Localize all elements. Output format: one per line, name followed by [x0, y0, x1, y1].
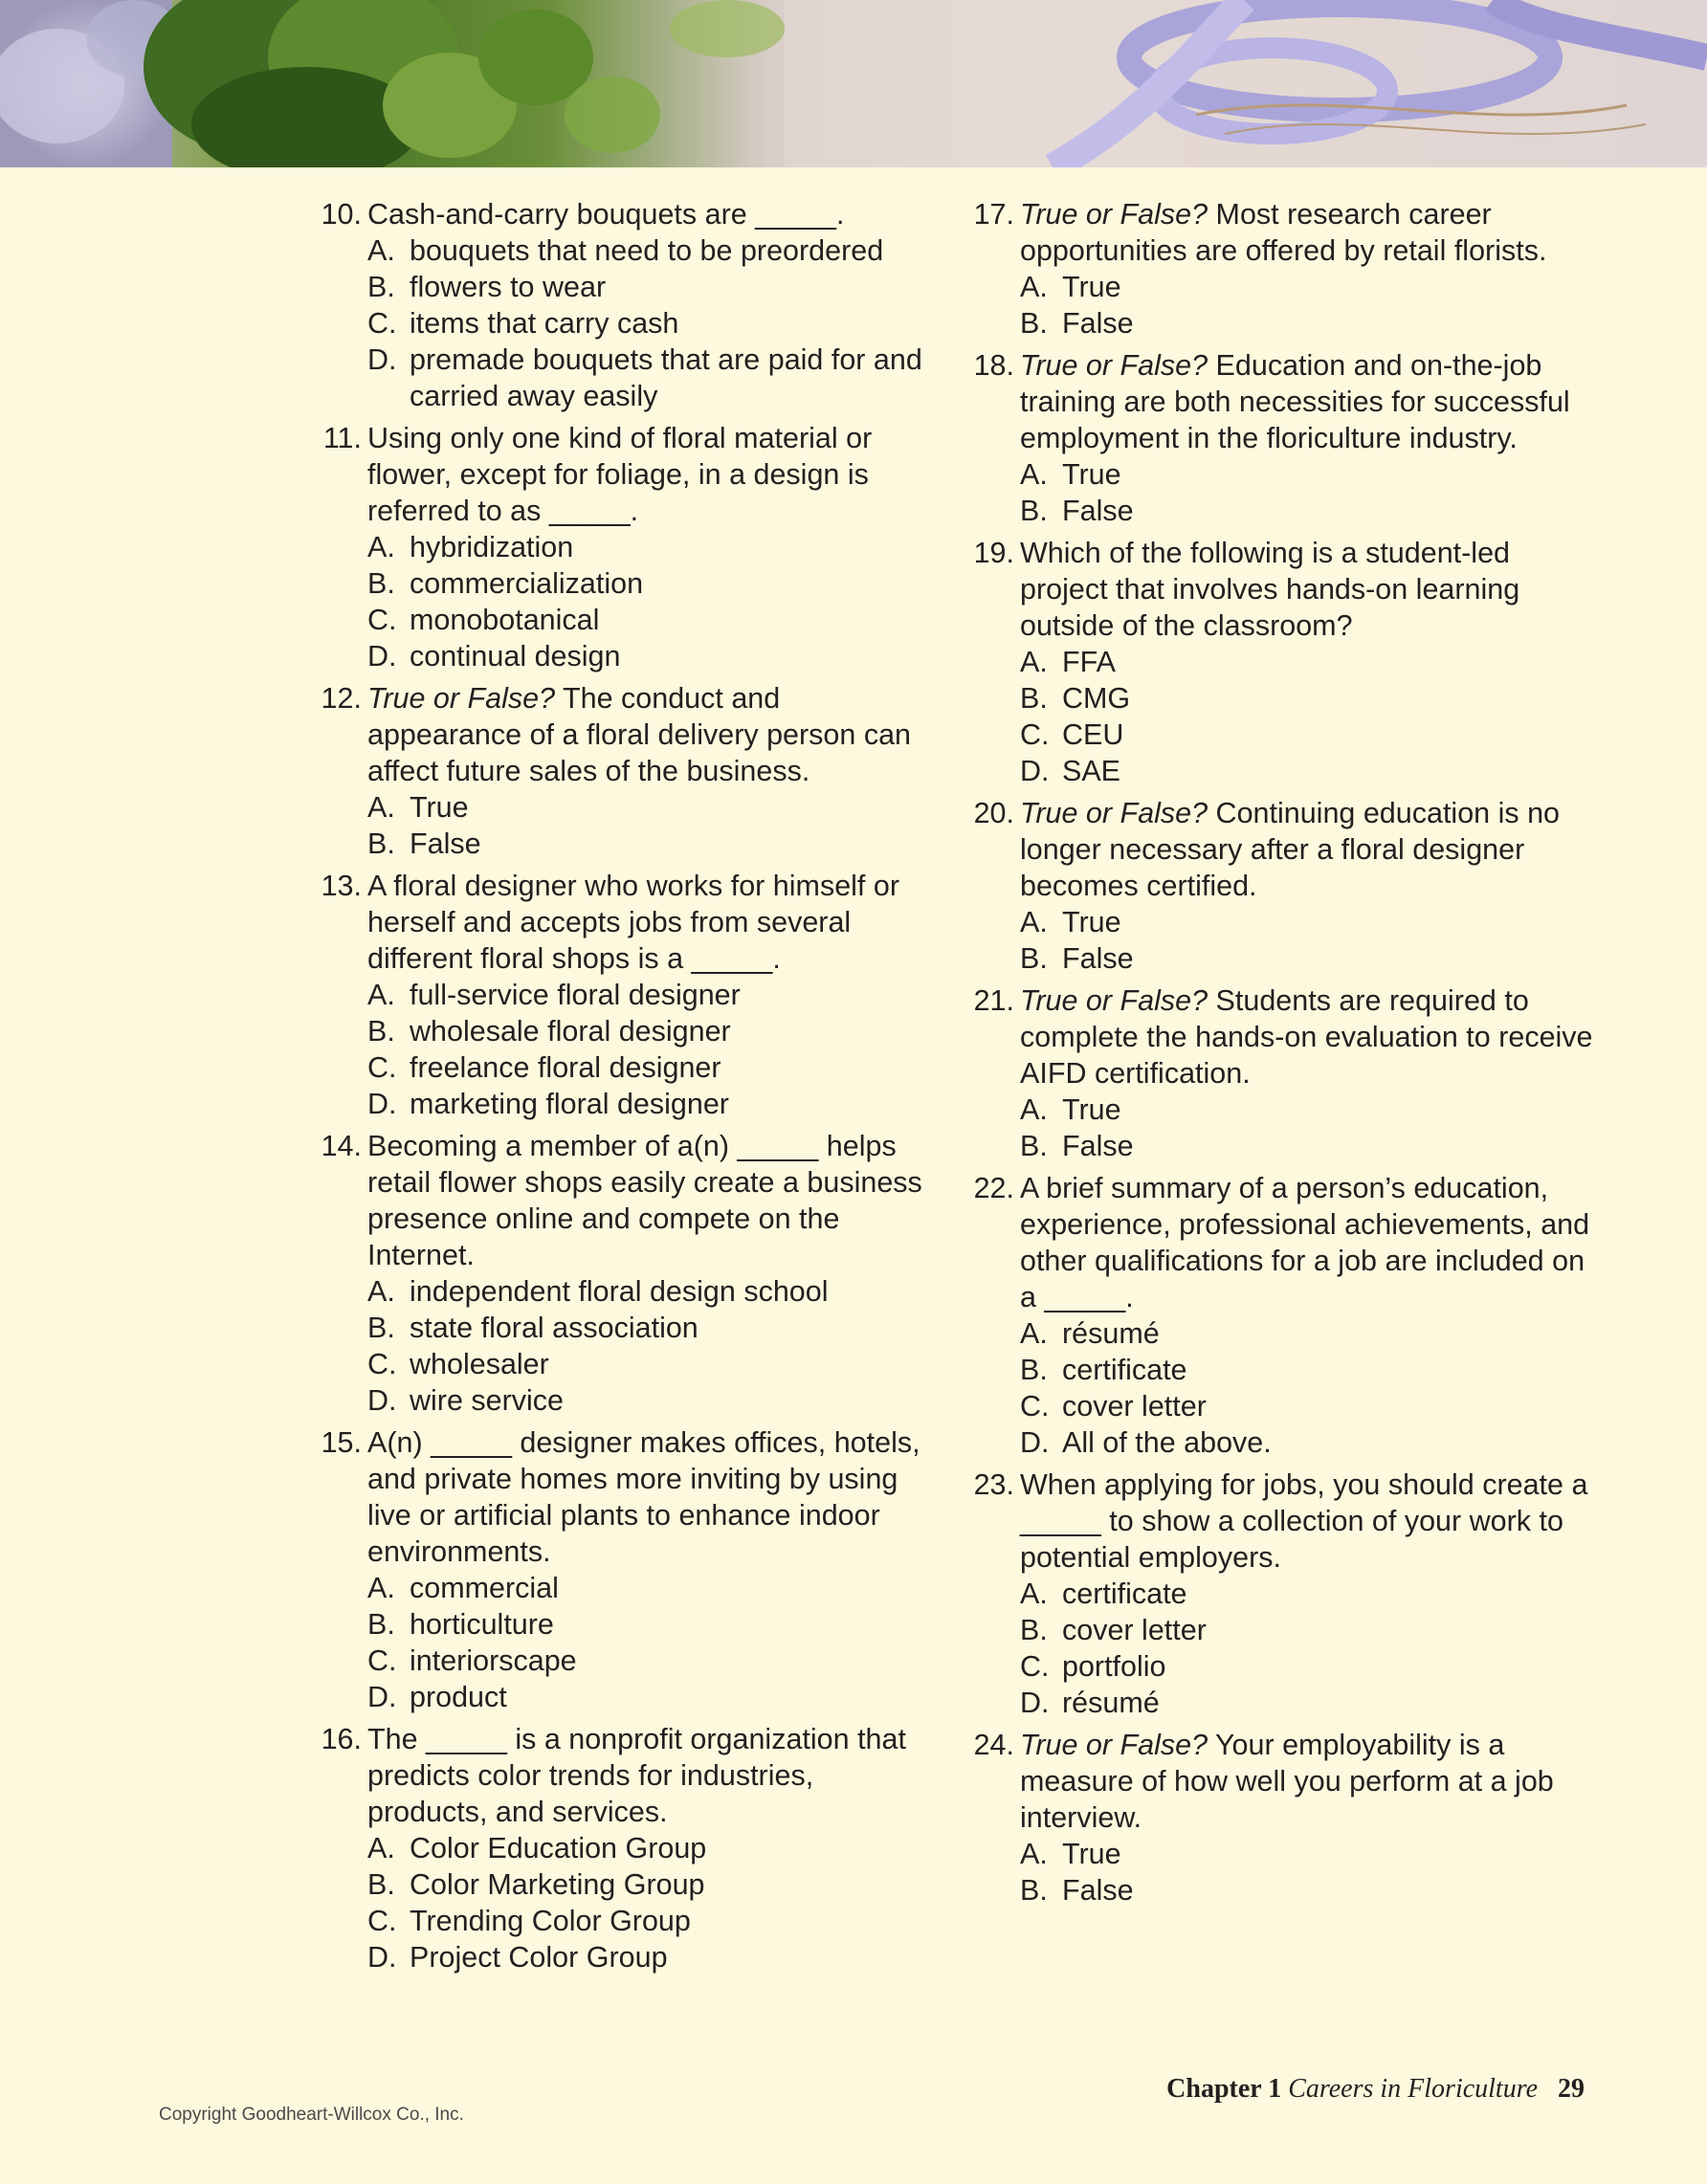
option-letter: B.: [367, 271, 395, 303]
option-letter: C.: [367, 1644, 397, 1677]
question-text: The _____ is a nonprofit organization that predicts color trends for industries, products, and services.: [367, 1723, 906, 1828]
option-text: certificate: [1062, 1577, 1187, 1610]
option-letter: A.: [367, 791, 395, 824]
answer-option: [367, 1939, 936, 1975]
question-number: 21.: [973, 984, 1014, 1017]
answer-option: [367, 1086, 936, 1122]
answer-option: [1020, 1612, 1598, 1648]
option-letter: D.: [367, 1941, 397, 1974]
question-item: [314, 868, 936, 1122]
question-item: [966, 795, 1598, 977]
answer-option: [367, 1310, 936, 1346]
option-text: Color Marketing Group: [410, 1868, 705, 1901]
option-letter: A.: [1020, 646, 1048, 678]
question-item: [314, 420, 936, 674]
option-text: FFA: [1062, 646, 1116, 678]
answer-option: [367, 1866, 936, 1903]
question-stem: [367, 1424, 936, 1570]
question-number: 19.: [973, 537, 1014, 569]
question-text: Using only one kind of floral material or flower, except for foliage, in a design is referred to as _____.: [367, 422, 873, 527]
answer-option: [1020, 1685, 1598, 1721]
option-text: commercialization: [410, 567, 644, 600]
option-text: flowers to wear: [410, 271, 607, 303]
question-number: 23.: [973, 1468, 1014, 1501]
option-letter: B.: [367, 827, 395, 860]
option-text: False: [1062, 1874, 1134, 1907]
option-text: wholesaler: [410, 1348, 549, 1380]
answer-option: [1020, 940, 1598, 977]
option-letter: D.: [367, 640, 397, 673]
option-letter: B.: [1020, 1614, 1048, 1646]
option-text: True: [1062, 1093, 1121, 1126]
option-text: False: [1062, 307, 1134, 340]
option-letter: D.: [367, 1681, 397, 1713]
option-text: wire service: [410, 1384, 565, 1417]
question-text: A(n) _____ designer makes offices, hotels, and private homes more inviting by using live or artificial plants to enhance indoor environments.: [367, 1426, 920, 1568]
option-letter: B.: [1020, 1874, 1048, 1907]
option-text: continual design: [410, 640, 621, 673]
option-text: bouquets that need to be preordered: [410, 234, 884, 267]
question-stem: [1020, 795, 1598, 904]
true-false-prefix: True or False?: [367, 682, 556, 715]
option-text: CEU: [1062, 718, 1124, 751]
option-text: All of the above.: [1062, 1426, 1272, 1459]
answer-option: [1020, 753, 1598, 789]
answer-option: [1020, 305, 1598, 342]
option-text: commercial: [410, 1572, 559, 1604]
question-stem: [367, 1128, 936, 1273]
option-text: portfolio: [1062, 1650, 1166, 1683]
header-photo-banner: [0, 0, 1707, 167]
question-text: A floral designer who works for himself or herself and accepts jobs from several different floral shops is a _____.: [367, 870, 899, 975]
page-number: 29: [1558, 2074, 1585, 2104]
answer-option: [1020, 644, 1598, 680]
answer-option: [1020, 1092, 1598, 1128]
option-letter: A.: [367, 1572, 395, 1604]
answer-option: [1020, 493, 1598, 529]
question-text: Most research career opportunities are offered by retail florists.: [1020, 198, 1547, 267]
option-letter: A.: [1020, 1577, 1048, 1610]
option-letter: B.: [367, 1312, 395, 1344]
option-text: Trending Color Group: [410, 1905, 691, 1937]
option-letter: C.: [1020, 718, 1050, 751]
option-letter: C.: [367, 1348, 397, 1380]
answer-option: [1020, 269, 1598, 305]
option-text: state floral association: [410, 1312, 698, 1344]
option-letter: C.: [1020, 1650, 1050, 1683]
question-text: A brief summary of a person’s education, experience, professional achievements, and other qualifications for a job are included on a _____.: [1020, 1172, 1590, 1313]
option-text: certificate: [1062, 1354, 1187, 1386]
option-letter: A.: [1020, 458, 1048, 491]
answer-option: [367, 1346, 936, 1382]
answer-option: [367, 977, 936, 1013]
answer-option: [1020, 1424, 1598, 1461]
answer-option: [1020, 1352, 1598, 1388]
question-item: [966, 1727, 1598, 1908]
answer-option: [1020, 1388, 1598, 1424]
option-letter: B.: [367, 1015, 395, 1048]
option-text: cover letter: [1062, 1614, 1207, 1646]
option-text: independent floral design school: [410, 1275, 829, 1308]
question-stem: [1020, 196, 1598, 269]
question-text: Becoming a member of a(n) _____ helps retail flower shops easily create a business presence online and compete on the Internet.: [367, 1130, 922, 1271]
option-letter: A.: [1020, 1093, 1048, 1126]
option-text: horticulture: [410, 1608, 554, 1641]
option-letter: B.: [1020, 495, 1048, 527]
answer-option: [367, 1903, 936, 1939]
option-text: product: [410, 1681, 507, 1713]
answer-option: [1020, 1648, 1598, 1685]
option-letter: B.: [367, 1868, 395, 1901]
question-stem: [1020, 1170, 1598, 1315]
option-text: True: [1062, 906, 1121, 938]
option-text: freelance floral designer: [410, 1051, 721, 1084]
answer-option: [1020, 1315, 1598, 1352]
question-number: 22.: [973, 1172, 1014, 1204]
option-letter: C.: [367, 1905, 397, 1937]
option-letter: A.: [1020, 906, 1048, 938]
option-letter: D.: [367, 1384, 397, 1417]
question-number: 16.: [321, 1723, 362, 1755]
question-text: Which of the following is a student-led project that involves hands-on learning outside of the classroom?: [1020, 537, 1520, 642]
question-number: 24.: [973, 1729, 1014, 1761]
option-text: items that carry cash: [410, 307, 679, 340]
question-stem: [1020, 347, 1598, 456]
option-letter: A.: [1020, 1317, 1048, 1350]
answer-option: [367, 1570, 936, 1606]
answer-option: [367, 789, 936, 826]
answer-option: [367, 232, 936, 269]
question-text: When applying for jobs, you should create a _____ to show a collection of your work to potential employers.: [1020, 1468, 1588, 1574]
option-text: résumé: [1062, 1687, 1160, 1719]
chapter-label: Chapter 1: [1166, 2074, 1282, 2104]
right-question-column: [966, 196, 1598, 1914]
answer-option: [367, 1382, 936, 1419]
question-number: 20.: [973, 797, 1014, 829]
question-stem: [367, 680, 936, 789]
option-letter: B.: [1020, 307, 1048, 340]
option-text: True: [1062, 271, 1121, 303]
question-stem: [367, 420, 936, 529]
answer-option: [367, 269, 936, 305]
answer-option: [1020, 1836, 1598, 1872]
answer-option: [1020, 1576, 1598, 1612]
answer-option: [1020, 717, 1598, 753]
option-letter: B.: [1020, 942, 1048, 975]
option-text: wholesale floral designer: [410, 1015, 731, 1048]
option-letter: C.: [1020, 1390, 1050, 1423]
question-text: Cash-and-carry bouquets are _____.: [367, 198, 845, 231]
true-false-prefix: True or False?: [1020, 1729, 1208, 1761]
option-text: full-service floral designer: [410, 979, 741, 1011]
answer-option: [367, 1606, 936, 1643]
option-letter: C.: [367, 604, 397, 636]
answer-option: [367, 1273, 936, 1310]
question-text: Your employability is a measure of how well you perform at a job interview.: [1020, 1729, 1554, 1834]
option-letter: B.: [367, 567, 395, 600]
answer-option: [1020, 680, 1598, 717]
question-number: 14.: [321, 1130, 362, 1162]
option-letter: C.: [367, 307, 397, 340]
true-false-prefix: True or False?: [1020, 198, 1208, 231]
question-text: Students are required to complete the hands-on evaluation to receive AIFD certification.: [1020, 984, 1593, 1090]
question-stem: [367, 196, 936, 232]
question-number: 17.: [973, 198, 1014, 231]
answer-option: [367, 342, 936, 414]
answer-option: [367, 565, 936, 602]
option-letter: B.: [1020, 1354, 1048, 1386]
option-letter: B.: [1020, 1130, 1048, 1162]
question-item: [966, 196, 1598, 342]
left-question-column: [314, 196, 936, 1981]
option-text: Color Education Group: [410, 1832, 707, 1864]
question-item: [314, 680, 936, 862]
copyright-notice: Copyright Goodheart-Willcox Co., Inc.: [159, 2105, 464, 2125]
question-item: [314, 1424, 936, 1715]
option-letter: D.: [367, 343, 397, 376]
question-item: [314, 1128, 936, 1419]
floral-supplies-image: [0, 0, 1707, 167]
answer-option: [1020, 456, 1598, 493]
question-number: 13.: [321, 870, 362, 902]
option-letter: A.: [367, 979, 395, 1011]
option-text: True: [1062, 458, 1121, 491]
chapter-title: Careers in Floriculture: [1288, 2074, 1538, 2104]
option-letter: B.: [1020, 682, 1048, 715]
question-item: [966, 347, 1598, 529]
option-text: Project Color Group: [410, 1941, 668, 1974]
option-text: CMG: [1062, 682, 1131, 715]
true-false-prefix: True or False?: [1020, 797, 1208, 829]
question-stem: [1020, 1467, 1598, 1576]
option-text: cover letter: [1062, 1390, 1207, 1423]
question-item: [966, 1467, 1598, 1721]
option-letter: B.: [367, 1608, 395, 1641]
option-letter: A.: [367, 531, 395, 563]
answer-option: [367, 305, 936, 342]
question-stem: [367, 1721, 936, 1830]
question-number: 12.: [321, 682, 362, 715]
answer-option: [1020, 1872, 1598, 1908]
question-number: 10.: [321, 198, 362, 231]
option-text: True: [1062, 1838, 1121, 1870]
option-letter: C.: [367, 1051, 397, 1084]
question-item: [966, 982, 1598, 1164]
answer-option: [367, 638, 936, 674]
question-number: 18.: [973, 349, 1014, 382]
option-letter: D.: [1020, 1426, 1050, 1459]
question-text: Continuing education is no longer necessary after a floral designer becomes certified.: [1020, 797, 1561, 902]
answer-option: [367, 1643, 936, 1679]
question-stem: [1020, 1727, 1598, 1836]
question-number: 11.: [322, 422, 362, 454]
option-text: False: [1062, 942, 1134, 975]
option-letter: A.: [1020, 271, 1048, 303]
answer-option: [367, 1830, 936, 1866]
option-letter: A.: [1020, 1838, 1048, 1870]
answer-option: [367, 602, 936, 638]
option-text: True: [410, 791, 469, 824]
option-text: interiorscape: [410, 1644, 577, 1677]
answer-option: [367, 1013, 936, 1049]
true-false-prefix: True or False?: [1020, 349, 1208, 382]
question-number: 15.: [321, 1426, 362, 1459]
question-item: [966, 535, 1598, 789]
option-text: résumé: [1062, 1317, 1160, 1350]
answer-option: [1020, 904, 1598, 940]
option-text: monobotanical: [410, 604, 600, 636]
answer-option: [367, 1679, 936, 1715]
question-text: The conduct and appearance of a floral delivery person can affect future sales of the business.: [367, 682, 911, 787]
option-letter: D.: [1020, 1687, 1050, 1719]
option-text: False: [1062, 1130, 1134, 1162]
option-text: premade bouquets that are paid for and carried away easily: [410, 343, 922, 412]
option-letter: A.: [367, 1275, 395, 1308]
question-stem: [1020, 982, 1598, 1092]
question-stem: [367, 868, 936, 977]
option-text: marketing floral designer: [410, 1088, 729, 1120]
answer-option: [367, 529, 936, 565]
question-item: [966, 1170, 1598, 1461]
question-stem: [1020, 535, 1598, 644]
option-text: hybridization: [410, 531, 574, 563]
true-false-prefix: True or False?: [1020, 984, 1208, 1017]
running-footer: [1166, 2074, 1585, 2105]
option-letter: A.: [367, 234, 395, 267]
option-letter: A.: [367, 1832, 395, 1864]
answer-option: [1020, 1128, 1598, 1164]
answer-option: [367, 1049, 936, 1086]
question-text: Education and on-the-job training are both necessities for successful employment in the floriculture industry.: [1020, 349, 1570, 454]
question-item: [314, 1721, 936, 1975]
option-letter: D.: [1020, 755, 1050, 787]
answer-option: [367, 826, 936, 862]
option-text: False: [410, 827, 481, 860]
option-text: False: [1062, 495, 1134, 527]
option-text: SAE: [1062, 755, 1121, 787]
question-item: [314, 196, 936, 414]
option-letter: D.: [367, 1088, 397, 1120]
